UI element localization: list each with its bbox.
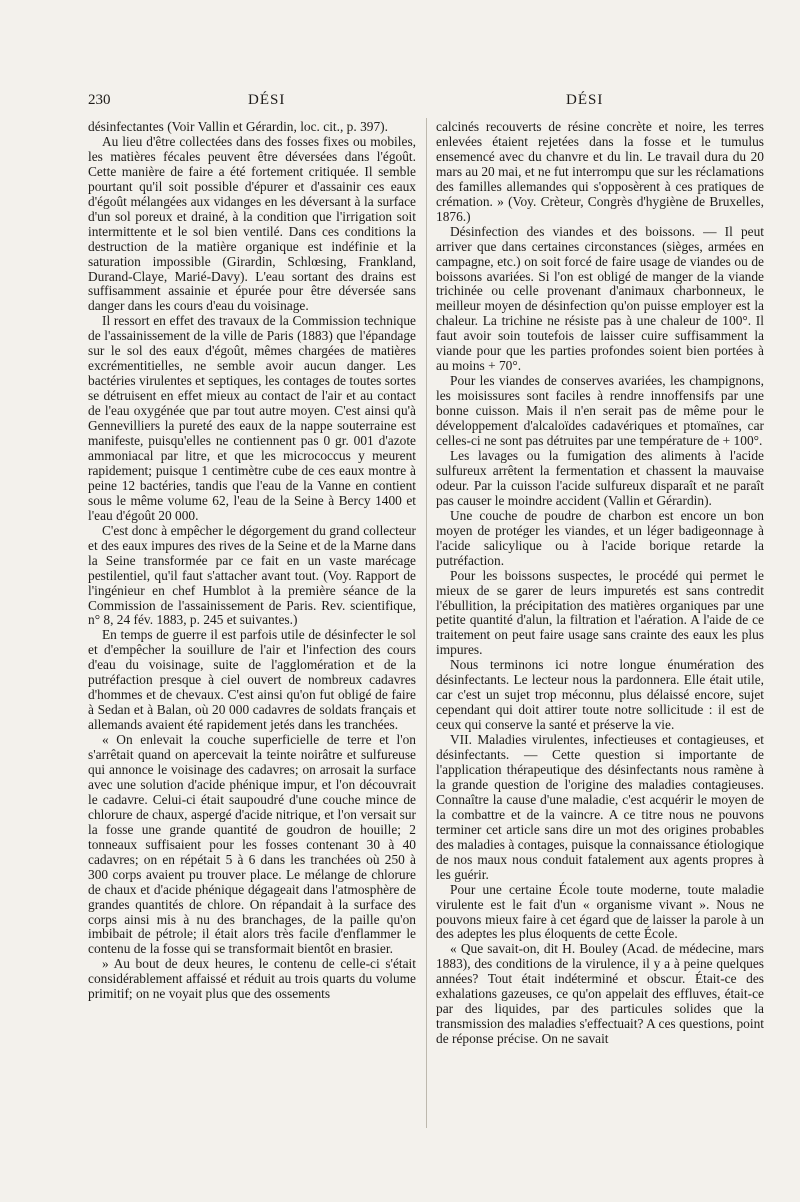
paragraph: Pour les viandes de conserves avariées, les champignons, les moisissures sont faciles à rendre innoffensifs par une bonne cuisson. Mais il n'en serait pas de même pour le développement d'alcaloïdes cadavériques et ptomaïnes, car celles-ci ne sont pas détruites par une température de + 100°. xyxy=(436,373,764,449)
page-number: 230 xyxy=(88,92,111,108)
paragraph: Il ressort en effet des travaux de la Commission technique de l'assainissement de la ville de Paris (1883) que l'épandage sur le sol des eaux d'égoût, mêmes chargées de matières excrémentitielles, ne semble avoir aucun danger. Les bactéries virulentes et septiques, les contages de toutes sortes se détruisent en effet mieux au contact de l'air et au contact de l'eau oxygénée que par tout autre moyen. C'est ainsi qu'à Gennevilliers la pureté des eaux de la nappe souterraine est manifeste, puisqu'elles ne contiennent pas 0 gr. 001 d'azote ammoniacal par litre, et que les micrococcus y meurent rapidement; puisque 1 centimètre cube de ces eaux montre à peine 12 bactéries, tandis que l'eau de la Vanne en contient sous le même volume 62, l'eau de la Seine à Bercy 1400 et l'eau d'égoût 20 000. xyxy=(88,313,416,523)
right-column xyxy=(436,120,764,1047)
paragraph: » Au bout de deux heures, le contenu de celle-ci s'était considérablement affaissé et réduit au trois quarts du volume primitif; on ne voyait plus que des ossements xyxy=(88,956,416,1002)
paragraph: « On enlevait la couche superficielle de terre et l'on s'arrêtait quand on apercevait la teinte noirâtre et sulfureuse qui annonce le voisinage des cadavres; on arrosait la surface avec une solution d'acide phénique impur, et l'on découvrait le cadavre. Celui-ci était saupoudré d'une couche mince de chlorure de chaux, aspergé d'acide nitrique, et l'on versait sur la fosse une grande quantité de goudron de houille; 2 tonneaux suffisaient pour les fosses contenant 30 à 40 cadavres; on en répétait 5 à 6 dans les tranchées où 250 à 300 corps avaient pu trouver place. Le mélange de chlorure de chaux et d'acide phénique dégageait dans l'atmosphère de grandes quantités de chlore. On répandait à la surface des corps ainsi mis à nu des branchages, de la paille qu'on imbibait de pétrole; il était alors très facile d'enflammer le contenu de la fosse qui se transformait bientôt en brasier. xyxy=(88,732,416,957)
paragraph: VII. Maladies virulentes, infectieuses et contagieuses, et désinfectants. — Cette question si importante de l'application thérapeutique des désinfectants nous ramène à la grande question de l'origine des maladies contagieuses. Connaître la cause d'une maladie, c'est acquérir le moyen de la combattre et de la vaincre. A ce titre nous ne pouvons terminer cet article sans dire un mot des origines probables des maladies à contages, puisque la connaissance étiologique de nos maux nous conduit fatalement aux agents propres à les guérir. xyxy=(436,732,764,882)
paragraph: Une couche de poudre de charbon est encore un bon moyen de protéger les viandes, et un léger badigeonnage à l'acide salicylique ou à l'acide borique retarde la putréfaction. xyxy=(436,507,764,568)
paragraph: Désinfection des viandes et des boissons. — Il peut arriver que dans certaines circonstances (sièges, armées en campagne, etc.) on soit forcé de faire usage de viandes ou de boissons avariées. Si l'on est obligé de manger de la viande trichinée ou celle provenant d'animaux charbonneux, le meilleur moyen de désinfection qu'on puisse employer est la chaleur. La trichine ne résiste pas à une chaleur de 100°. Il faut avoir soin toutefois de laisser cuire suffisamment la viande pour que les parties profondes soient bien portées à au moins + 70°. xyxy=(436,223,764,374)
paragraph: Nous terminons ici notre longue énumération des désinfectants. Le lecteur nous la pardonnera. Elle était utile, car c'est un sujet trop méconnu, plus délaissé encore, sujet cependant qui doit attirer toute notre sollicitude : il est de ceux qui conserve la santé et préserve la vie. xyxy=(436,657,764,733)
running-head-right: DÉSI xyxy=(566,92,604,108)
paragraph: En temps de guerre il est parfois utile de désinfecter le sol et d'empêcher la souillure de l'air et l'infection des cours d'eau du voisinage, suite de l'agglomération et de la putréfaction presque à ciel ouvert de nombreux cadavres d'hommes et de chevaux. C'est ainsi qu'on fut obligé de faire à Sedan et à Balan, où 20 000 cadavres de soldats français et allemands avaient été rapidement jetés dans les tranchées. xyxy=(88,627,416,733)
paragraph: C'est donc à empêcher le dégorgement du grand collecteur et des eaux impures des rives de la Seine et de la Marne dans la Seine transformée par ce fait en un vaste marécage pestilentiel, qu'il faut s'attacher avant tout. (Voy. Rapport de l'ingénieur en chef Humblot à la première séance de la Commission de l'assainissement de Paris. Rev. scientifique, n° 8, 24 fév. 1883, p. 245 et suivantes.) xyxy=(88,522,416,628)
column-divider xyxy=(426,118,427,1128)
paragraph: Pour une certaine École toute moderne, toute maladie virulente est le fait d'un « organisme vivant ». Nous ne pouvons mieux faire à cet égard que de laisser la parole à un des adeptes les plus éloquents de cette École. xyxy=(436,881,764,942)
paragraph: Pour les boissons suspectes, le procédé qui permet le mieux de se garer de leurs impuretés est sans contredit l'ébullition, la précipitation des matières organiques par une petite quantité d'alun, la filtration et l'aération. A l'aide de ce traitement on peut faire usage sans crainte des eaux les plus impures. xyxy=(436,567,764,658)
paragraph: Au lieu d'être collectées dans des fosses fixes ou mobiles, les matières fécales peuvent être déversées dans l'égoût. Cette manière de faire a été fortement critiquée. Il semble pourtant qu'il soit possible d'épurer et d'assainir ces eaux d'égoût mélangées aux vidanges en les déversant à la surface d'un sol poreux et drainé, à la condition que l'irrigation soit intermittente et le sol bien ventilé. Dans ces conditions la destruction de la matière organique est indéfinie et la saturation impossible (Girardin, Schlœsing, Frankland, Durand-Claye, Marié-Davy). L'eau sortant des drains est suffisamment assainie et épurée pour être déversée sans danger dans les cours d'eau du voisinage. xyxy=(88,133,416,314)
page-header xyxy=(88,92,768,112)
left-column xyxy=(88,120,416,1002)
paragraph: « Que savait-on, dit H. Bouley (Acad. de médecine, mars 1883), des conditions de la virulence, il y a à peine quelques années? Tout était indéterminé et obscur. Était-ce des exhalations gazeuses, ce qu'on appelait des effluves, était-ce par des liquides, par des particules solides que la transmission des maladies s'effectuait? A ces questions, point de réponse précise. On ne savait xyxy=(436,941,764,1047)
paragraph: désinfectantes (Voir Vallin et Gérardin, loc. cit., p. 397). xyxy=(88,119,388,134)
paragraph: calcinés recouverts de résine concrète et noire, les terres enlevées étaient rejetées dans la fosse et le tumulus ensemencé avec du chanvre et du lin. Le travail dura du 20 mars au 20 mai, et ne fut interrompu que sur les réclamations des familles allemandes qui s'opposèrent à ces pratiques de crémation. » (Voy. Crèteur, Congrès d'hygiène de Bruxelles, 1876.) xyxy=(436,119,764,224)
paragraph: Les lavages ou la fumigation des aliments à l'acide sulfureux arrêtent la fermentation et chassent la mauvaise odeur. Par la cuisson l'acide sulfureux disparaît et ne paraît pas causer le moindre accident (Vallin et Gérardin). xyxy=(436,447,764,508)
running-head-left: DÉSI xyxy=(248,92,286,108)
